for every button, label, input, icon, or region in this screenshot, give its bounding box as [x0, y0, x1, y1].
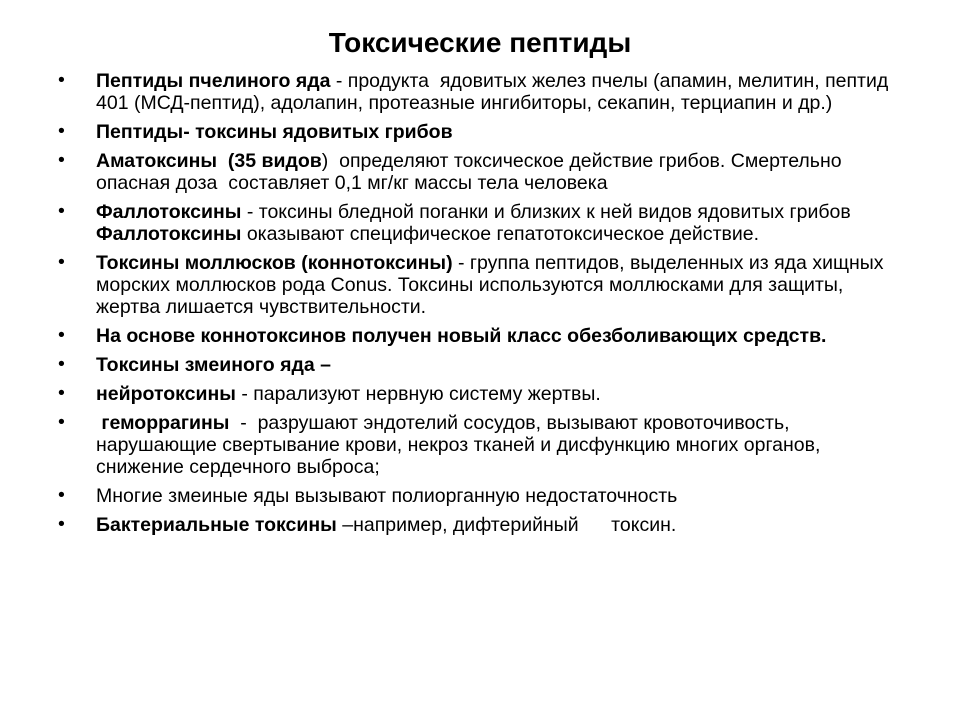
bullet-dot-icon: •: [58, 69, 65, 91]
body-text: Многие змеиные яды вызывают полиорганную недостаточность: [96, 485, 678, 507]
bullet-dot-icon: •: [58, 251, 65, 273]
bullet-list: [58, 70, 908, 543]
bullet-dot-icon: •: [58, 411, 65, 433]
bold-text: Токсины моллюсков (коннотоксины): [96, 252, 453, 274]
bullet-dot-icon: •: [58, 513, 65, 535]
slide-title: Токсические пептиды: [328, 27, 632, 58]
body-text: - продукта ядовитых желез пчелы (апамин, мелитин, пептид 401 (МСД-пептид), адолапин, протеазные ингибиторы, секапин, терциапин и др.): [96, 70, 894, 114]
bullet-item: [58, 70, 908, 114]
body-text: - группа пептидов, выделенных из яда хищных морских моллюсков рода Conus. Токсины используются моллюсками для защиты, жертва лишается чувствительности.: [96, 252, 889, 318]
bullet-dot-icon: •: [58, 149, 65, 171]
bold-text: геморрагины: [96, 412, 230, 434]
bullet-dot-icon: •: [58, 324, 65, 346]
bold-text: На основе коннотоксинов получен новый класс обезболивающих средств.: [96, 325, 827, 347]
body-text: –например, дифтерийный токсин.: [336, 514, 677, 536]
bullet-dot-icon: •: [58, 200, 65, 222]
bold-text: Бактериальные токсины: [96, 514, 337, 536]
bold-text: нейротоксины: [96, 383, 236, 405]
bullet-dot-icon: •: [58, 484, 65, 506]
bullet-item: [58, 383, 908, 405]
bullet-dot-icon: •: [58, 353, 65, 375]
body-text: оказывают специфическое гепатотоксическое действие.: [241, 223, 760, 245]
bullet-dot-icon: •: [58, 382, 65, 404]
body-text: - разрушают эндотелий сосудов, вызывают кровоточивость, нарушающие свертывание крови, некроз тканей и дисфункцию многих органов, снижение сердечного выброса;: [96, 412, 832, 478]
bold-text: Пептиды- токсины ядовитых грибов: [96, 121, 453, 143]
body-text: ) определяют токсическое действие грибов. Смертельно опасная доза составляет 0,1 мг/кг массы тела человека: [96, 150, 847, 194]
bullet-item: [58, 514, 908, 536]
bullet-item: [58, 485, 908, 507]
bold-text: Аматоксины (35 видов: [96, 150, 322, 172]
bullet-item: [58, 121, 908, 143]
bullet-item: [58, 201, 908, 245]
bullet-item: [58, 325, 908, 347]
bullet-dot-icon: •: [58, 120, 65, 142]
body-text: - токсины бледной поганки и близких к ней видов ядовитых грибов: [241, 201, 857, 223]
bullet-item: [58, 354, 908, 376]
bold-text: Пептиды пчелиного яда: [96, 70, 331, 92]
bullet-item: [58, 252, 908, 318]
bold-text: Токсины змеиного яда –: [96, 354, 331, 376]
bullet-item: [58, 412, 908, 478]
body-text: - парализуют нервную систему жертвы.: [235, 383, 601, 405]
bullet-item: [58, 150, 908, 194]
bold-text: Фаллотоксины: [96, 223, 242, 245]
bold-text: Фаллотоксины: [96, 201, 242, 223]
